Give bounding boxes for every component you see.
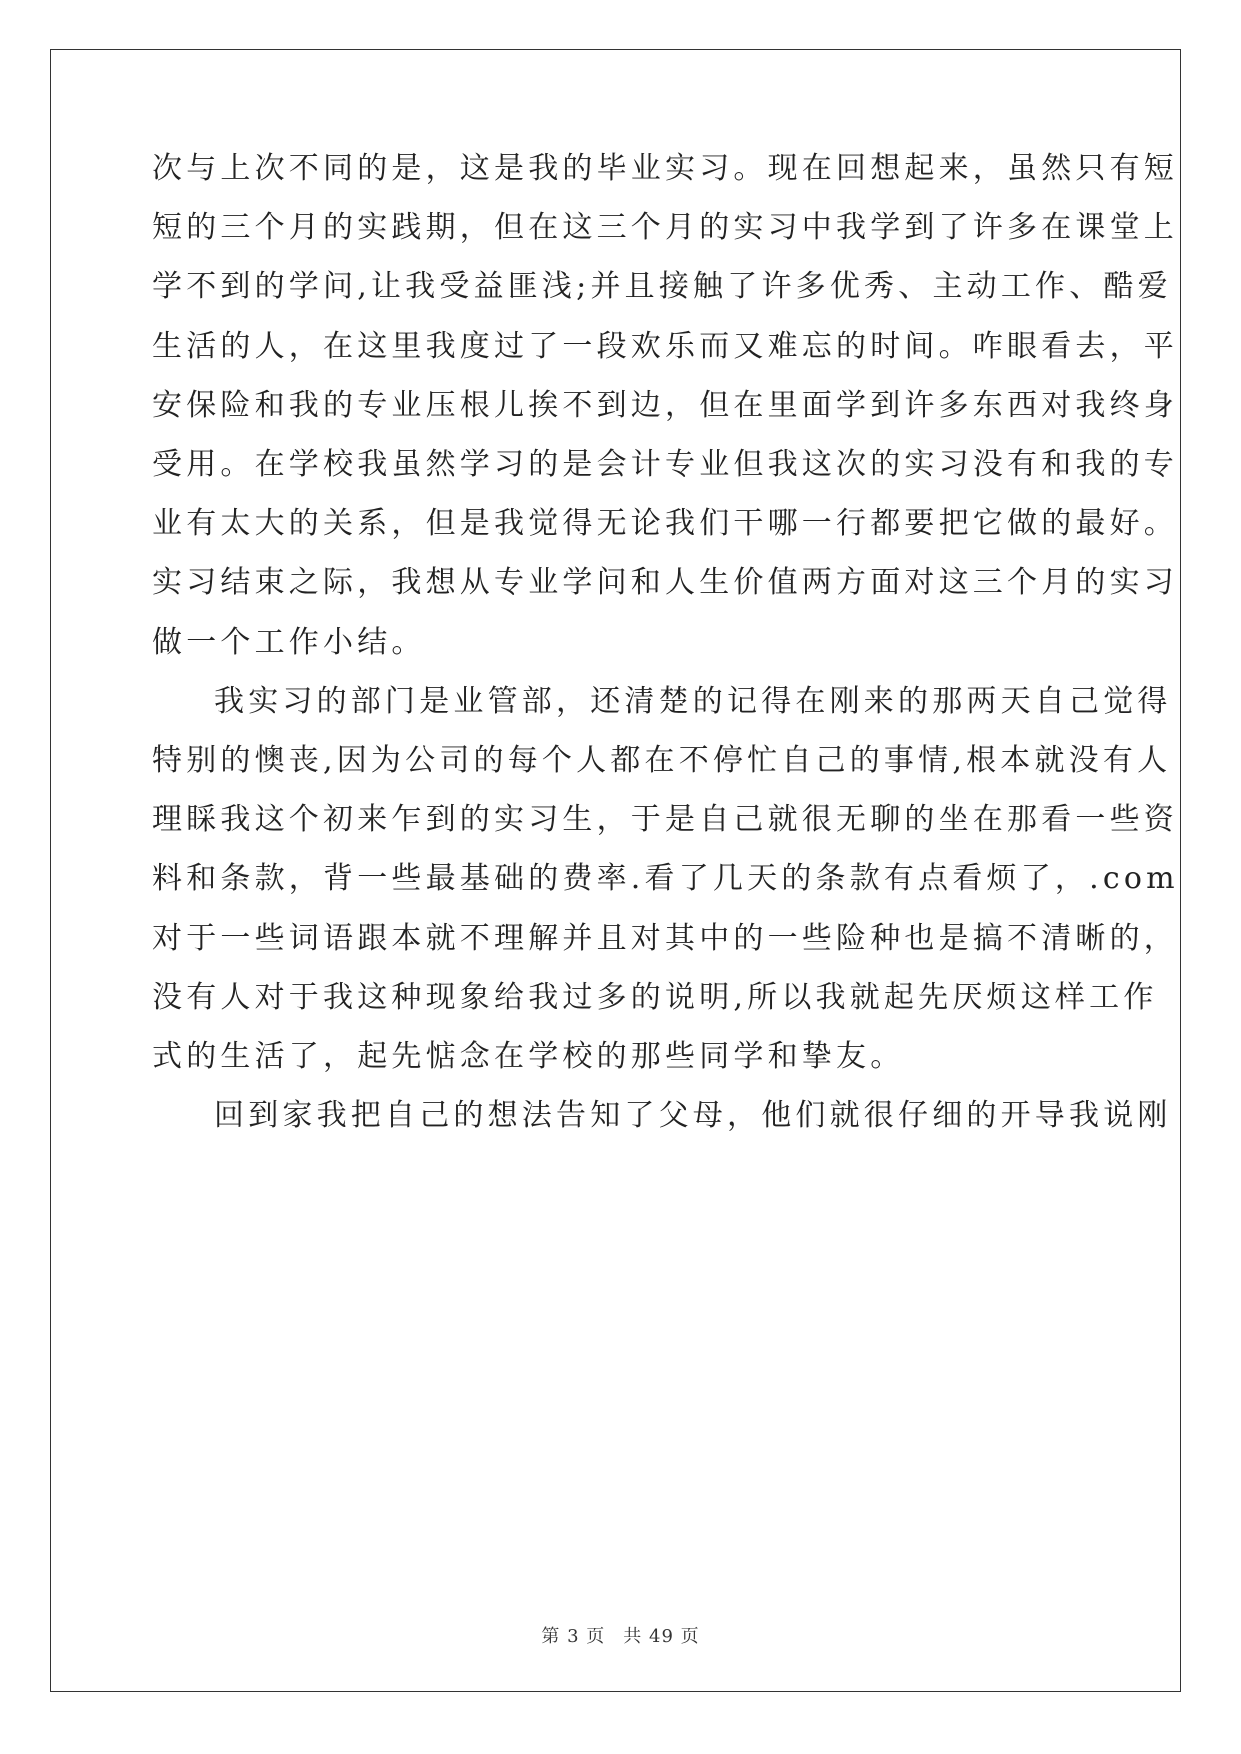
text-line: 学不到的学问,让我受益匪浅;并且接触了许多优秀、主动工作、酷爱 [152,269,1172,305]
page-number: 第 3 页 [541,1626,606,1647]
text-line: 理睬我这个初来乍到的实习生，于是自己就很无聊的坐在那看一些资 [152,802,1178,838]
text-line: 业有太大的关系，但是我觉得无论我们干哪一行都要把它做的最好。 [152,506,1178,542]
text-line: 受用。在学校我虽然学习的是会计专业但我这次的实习没有和我的专 [152,447,1178,482]
text-line: 对于一些词语跟本就不理解并且对其中的一些险种也是搞不清晰的， [152,920,1178,956]
text-line: 料和条款，背一些最基础的费率.看了几天的条款有点看烦了，.com [152,861,1179,897]
text-line: 安保险和我的专业压根儿挨不到边，但在里面学到许多东西对我终身 [152,387,1178,423]
text-line: 没有人对于我这种现象给我过多的说明,所以我就起先厌烦这样工作 [152,979,1158,1015]
text-line: 做一个工作小结。 [152,624,426,660]
text-line: 生活的人，在这里我度过了一段欢乐而又难忘的时间。咋眼看去，平 [152,328,1178,364]
page-footer [0,1622,1241,1648]
text-line: 实习结束之际，我想从专业学问和人生价值两方面对这三个月的实习 [152,565,1178,601]
text-line: 次与上次不同的是，这是我的毕业实习。现在回想起来，虽然只有短 [152,151,1178,186]
text-line: 回到家我把自己的想法告知了父母，他们就很仔细的开导我说刚 [214,1098,1172,1134]
page-total: 共 49 页 [623,1626,700,1647]
text-line: 特别的懊丧,因为公司的每个人都在不停忙自己的事情,根本就没有人 [152,743,1172,778]
text-line: 式的生活了，起先惦念在学校的那些同学和挚友。 [152,1039,905,1074]
text-line: 我实习的部门是业管部，还清楚的记得在刚来的那两天自己觉得 [214,683,1172,719]
text-line: 短的三个月的实践期，但在这三个月的实习中我学到了许多在课堂上 [152,210,1178,246]
